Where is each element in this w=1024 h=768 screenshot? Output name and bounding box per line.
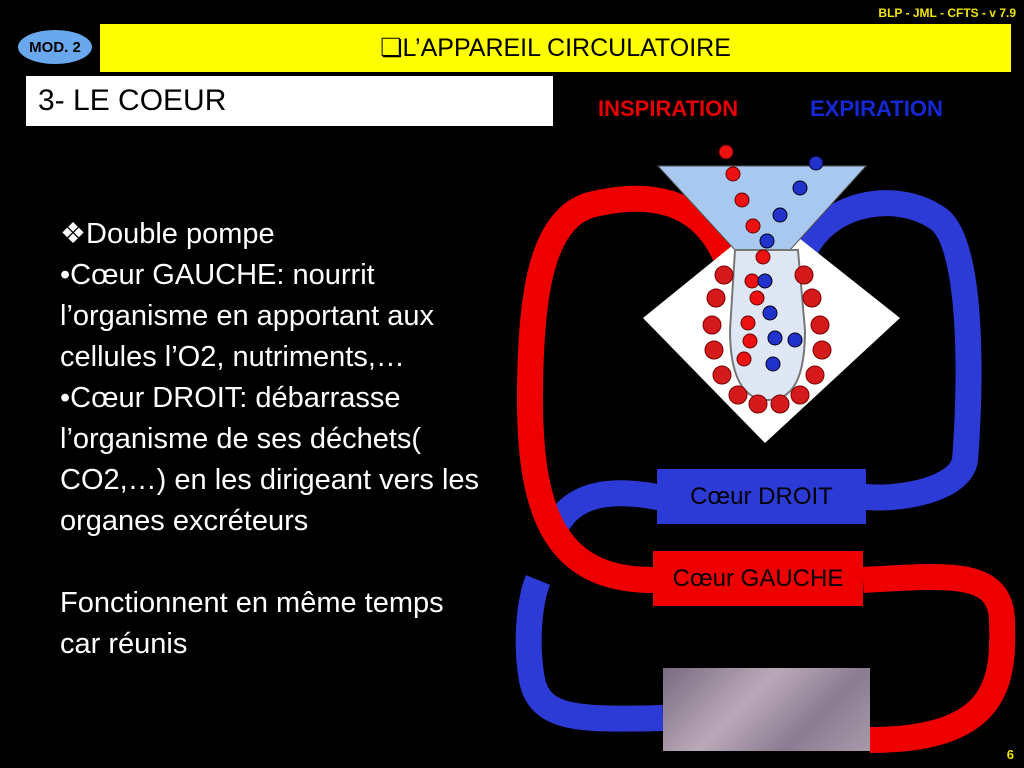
bullet-left-heart: •Cœur GAUCHE: nourrit l’organisme en apportant aux cellules l’O2, nutriments,… xyxy=(60,259,435,373)
bullet-double-pump: ❖Double pompe xyxy=(60,218,275,250)
inspiration-label: INSPIRATION xyxy=(598,96,739,121)
venule-blue xyxy=(529,580,663,719)
section-title: 3- LE COEUR xyxy=(38,84,227,117)
heart-right-box xyxy=(657,469,866,524)
heart-left-label: Cœur GAUCHE xyxy=(672,564,844,592)
heart-right-label: Cœur DROIT xyxy=(690,482,833,510)
slide-title: ❏L’APPAREIL CIRCULATOIRE xyxy=(100,24,1011,72)
heart-left-box xyxy=(653,551,863,606)
module-badge: MOD. 2 xyxy=(18,30,92,64)
page-number: 6 xyxy=(1006,747,1014,762)
bullet-right-heart: •Cœur DROIT: débarrasse l’organisme de ses déchets( CO2,…) en les dirigeant vers les organes excréteurs xyxy=(60,382,480,537)
version-label: BLP - JML - CFTS - v 7.9 xyxy=(878,6,1016,20)
aorta-red xyxy=(863,577,1002,740)
expiration-label: EXPIRATION xyxy=(810,96,943,121)
closing-text: Fonctionnent en même temps car réunis xyxy=(60,587,444,660)
vena-cava-blue xyxy=(560,493,657,520)
tissue-cells-image xyxy=(663,668,870,751)
